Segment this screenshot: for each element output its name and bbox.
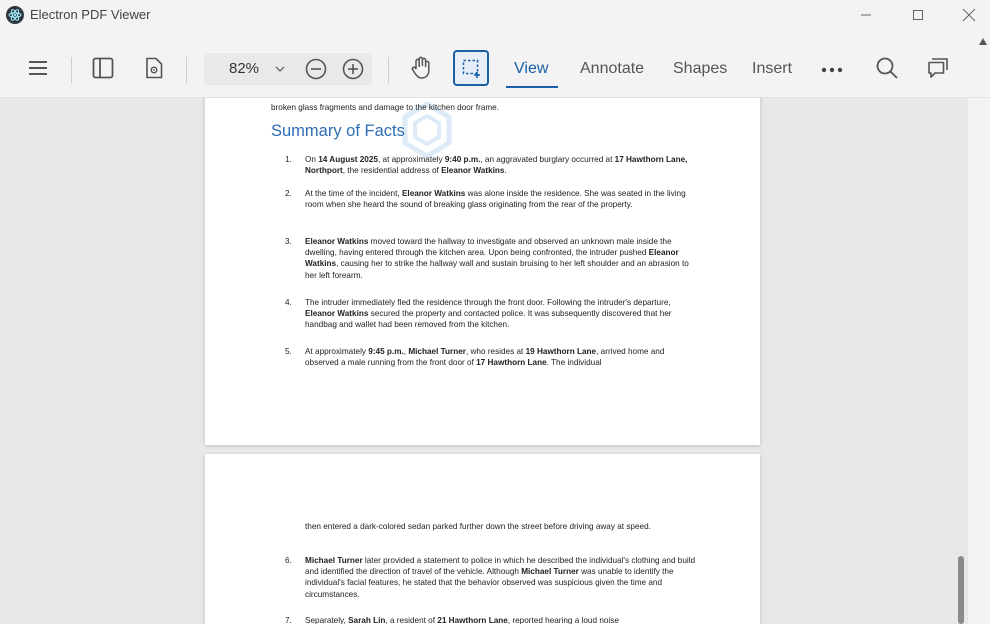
active-tab-indicator [506,86,558,88]
pan-tool-button[interactable] [407,54,435,82]
close-icon [962,8,976,22]
list-item-number: 1. [285,155,292,164]
document-settings-icon [145,57,163,79]
scroll-up-arrow-icon[interactable] [979,38,987,45]
comments-icon [927,57,949,79]
list-item-number: 4. [285,298,292,307]
toolbar-divider [388,57,389,83]
list-item-text: Michael Turner later provided a statement to police in which he described the individual's clothing and build and identified the direction of travel of the vehicle. Although Michael Turner was unable to identify the individual's facial features, he stated that the behavior observed was suspicious given the time and circumstances. [305,556,696,599]
vertical-scrollbar[interactable] [968,98,990,624]
zoom-in-icon [342,58,364,80]
document-properties-button[interactable] [142,56,166,80]
menu-icon [28,60,48,76]
pdf-page-1 [205,98,760,445]
minimize-button[interactable] [840,0,892,30]
scrollbar-thumb[interactable] [958,556,964,624]
electron-app-icon [6,6,24,24]
list-item-text: then entered a dark-colored sedan parked further down the street before driving away at speed. [305,522,651,531]
list-item-text: Eleanor Watkins moved toward the hallway to investigate and observed an unknown male inside the dwelling, having entered through the kitchen area. Upon being confronted, the intruder pushed Eleanor Watkins, causing her to strike the hallway wall and sustain bruising to her left shoulder and an abrasion to her left forearm. [305,237,689,280]
sidebar-toggle-button[interactable] [90,56,116,80]
window-title: Electron PDF Viewer [30,7,151,22]
zoom-level-value[interactable]: 82% [229,60,260,77]
toolbar-divider [186,57,187,83]
hand-pan-icon [410,56,432,80]
toolbar-divider [71,57,72,83]
more-options-button[interactable] [819,60,845,80]
more-icon [821,67,843,73]
zoom-in-button[interactable] [341,57,365,81]
zoom-dropdown-icon [275,66,285,72]
list-item-number: 3. [285,237,292,246]
page-text-line: broken glass fragments and damage to the kitchen door frame. [271,103,500,112]
select-region-button[interactable] [453,50,489,86]
list-item-text: The intruder immediately fled the residence through the front door. Following the intruder's departure, Eleanor Watkins secured the property and contacted police. It was subsequently discovered that her handbag and wallet had been removed from the kitchen. [305,298,672,330]
list-item-number: 6. [285,556,292,565]
menu-button[interactable] [26,56,50,80]
list-item-text: Separately, Sarah Lin, a resident of 21 Hawthorn Lane, reported hearing a loud noise [305,616,619,624]
minimize-icon [860,9,872,21]
sidebar-panel-icon [92,57,114,79]
search-icon [876,57,898,79]
zoom-dropdown-button[interactable] [272,61,288,77]
maximize-button[interactable] [892,0,944,30]
list-item-text: At approximately 9:45 p.m., Michael Turner, who resides at 19 Hawthorn Lane, arrived home and observed a male running from the front door of 17 Hawthorn Lane. The individual [305,347,665,368]
zoom-out-button[interactable] [304,57,328,81]
title-bar [0,0,990,32]
comments-button[interactable] [925,55,951,81]
close-button[interactable] [943,0,990,30]
section-heading: Summary of Facts [271,122,405,140]
maximize-icon [912,9,924,21]
zoom-control [204,53,372,85]
search-button[interactable] [874,55,900,81]
tab-view[interactable]: View [514,60,549,77]
toolbar [0,32,990,98]
list-item-text: On 14 August 2025, at approximately 9:40 p.m., an aggravated burglary occurred at 17 Hawthorn Lane, Northport, the residential address of Eleanor Watkins. [305,155,688,176]
tab-shapes[interactable]: Shapes [673,60,728,77]
list-item-number: 7. [285,616,292,624]
tab-annotate[interactable]: Annotate [580,60,645,77]
pdf-page-2 [205,454,760,624]
document-viewer[interactable] [0,98,968,624]
list-item-text: At the time of the incident, Eleanor Watkins was alone inside the residence. She was seated in the living room when she heard the sound of breaking glass originating from the rear of the property. [305,189,686,210]
list-item-number: 5. [285,347,292,356]
tab-insert[interactable]: Insert [752,60,793,77]
zoom-out-icon [305,58,327,80]
list-item-number: 2. [285,189,292,198]
select-region-icon [462,59,482,79]
